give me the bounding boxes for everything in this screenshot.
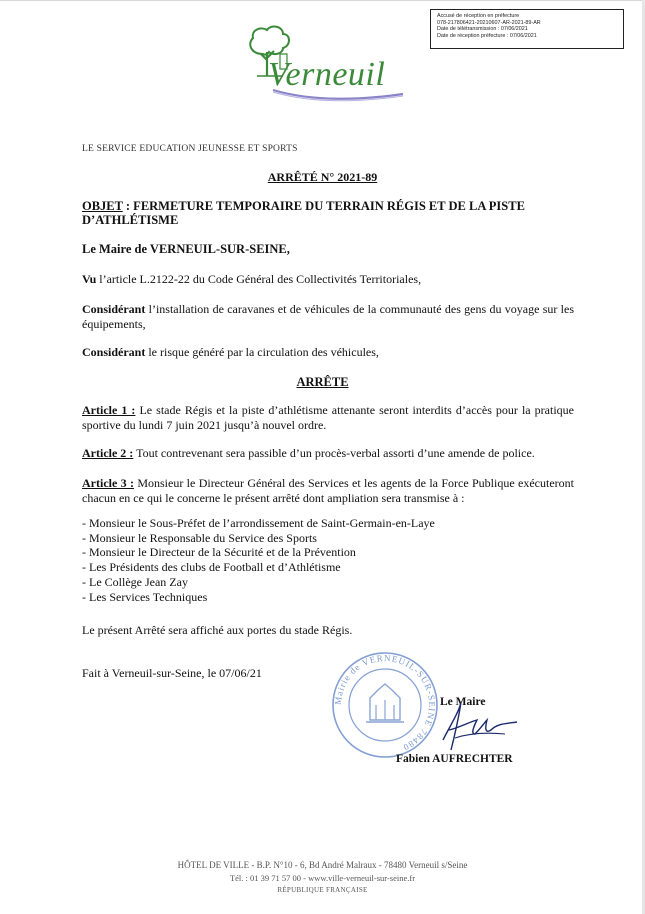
list-item: - Monsieur le Sous-Préfet de l’arrondissement de Saint-Germain-en-Laye — [82, 516, 435, 530]
handwritten-signature — [425, 694, 521, 756]
mairie-stamp — [330, 650, 440, 760]
signatory-name: Fabien AUFRECHTER — [396, 753, 513, 765]
arrete-title: ARRÊTE — [296, 375, 349, 389]
signature-title: Le Maire — [440, 696, 486, 708]
footer-address: HÔTEL DE VILLE - B.P. N°10 - 6, Bd André Malraux - 78480 Verneuil s/Seine — [177, 860, 468, 870]
considerant-paragraph-1 — [82, 302, 574, 332]
considerant-text: le risque généré par la circulation des véhicules, — [145, 345, 379, 359]
vu-label: Vu — [82, 272, 97, 286]
receipt-line: Date de télétransmission : 07/06/2021 — [437, 26, 528, 33]
vu-text: l’article L.2122-22 du Code Général des Collectivités Territoriales, — [96, 272, 422, 286]
article-1-label: Article 1 : — [82, 403, 136, 417]
list-item: - Monsieur le Responsable du Service des Sports — [82, 530, 317, 545]
arrete-number — [0, 170, 645, 185]
arrete-number-text: ARRÊTÉ N° 2021-89 — [267, 170, 378, 184]
receipt-line: Date de réception préfecture : 07/06/2021 — [437, 32, 537, 39]
considerant-label: Considérant — [82, 302, 146, 316]
objet-label: OBJET — [82, 199, 123, 213]
article-3-text: Monsieur le Directeur Général des Services et les agents de la Force Publique exécuteront chacun en ce qui le concerne le présent arrêté dont ampliation sera transmise à : — [82, 476, 574, 505]
article-2 — [82, 446, 574, 461]
article-1-text: Le stade Régis et la piste d’athlétisme attenante seront interdits d’accès pour la pratique sportive du lundi 7 juin 2021 jusqu’à nouvel ordre. — [82, 403, 574, 432]
considerant-label: Considérant — [82, 345, 146, 359]
fait-line: Fait à Verneuil-sur-Seine, le 07/06/21 — [82, 666, 262, 680]
list-item: - Le Collège Jean Zay — [82, 574, 188, 589]
receipt-line: 078-217806421-20210607-AR-2021-89-AR — [437, 19, 541, 26]
article-1 — [82, 403, 574, 433]
objet-heading — [82, 199, 582, 227]
considerant-paragraph-2 — [82, 345, 574, 360]
list-item: - Monsieur le Directeur de la Sécurité et de la Prévention — [82, 545, 356, 560]
affichage-line: Le présent Arrêté sera affiché aux portes du stade Régis. — [82, 623, 353, 637]
stamp-emblem-icon — [366, 684, 404, 722]
list-item: - Les Services Techniques — [82, 589, 208, 604]
logo-wordmark: Verneuil — [268, 56, 386, 93]
vu-paragraph — [82, 272, 574, 287]
receipt-line: Accusé de réception en préfecture — [437, 13, 520, 19]
article-3-label: Article 3 : — [82, 476, 134, 490]
service-name: LE SERVICE EDUCATION JEUNESSE ET SPORTS — [82, 144, 298, 154]
considerant-text: l’installation de caravanes et de véhicules de la communauté des gens du voyage sur les équipements, — [82, 302, 574, 331]
recipients-list — [82, 516, 435, 604]
list-item: - Les Présidents des clubs de Football et d’Athlétisme — [82, 560, 341, 575]
article-3 — [82, 476, 574, 506]
objet-text: : FERMETURE TEMPORAIRE DU TERRAIN RÉGIS ET DE LA PISTE D’ATHLÉTISME — [82, 199, 525, 227]
article-2-label: Article 2 : — [82, 446, 134, 460]
prefecture-receipt-box — [430, 9, 624, 49]
footer-contact: Tél. : 01 39 71 57 00 - www.ville-verneuil-sur-seine.fr — [229, 873, 416, 883]
stamp-text: Mairie de VERNEUIL-SUR-SEINE 78480 — [332, 652, 438, 753]
footer-republic: RÉPUBLIQUE FRANÇAISE — [277, 886, 368, 894]
page-top-edge — [0, 0, 645, 1]
article-2-text: Tout contrevenant sera passible d’un procès-verbal assorti d’une amende de police. — [133, 446, 535, 460]
maire-line: Le Maire de VERNEUIL-SUR-SEINE, — [82, 242, 290, 256]
